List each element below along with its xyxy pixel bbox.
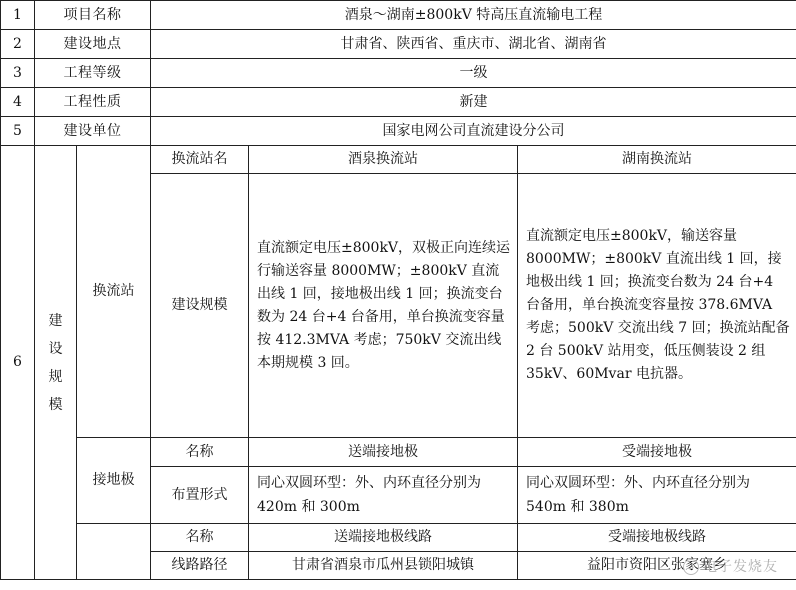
line-label-cell bbox=[77, 524, 151, 580]
ground-label: 接地极 bbox=[77, 438, 151, 524]
line-name-label: 名称 bbox=[151, 524, 249, 552]
line-recv-name: 受端接地极线路 bbox=[518, 524, 796, 552]
row-number: 4 bbox=[1, 88, 35, 117]
station-b-description: 直流额定电压±800kV，输送容量 8000MW；±800kV 直流出线 1 回，接地极出线 1 回；换流变台数为 24 台+4 台备用，单台换流变容量按 378.6MVA 考虑；500kV 交流出线 7 回；换流站配备 2 台 500kV 站用变，低压侧装设 2 组 35kV、60Mvar 电抗器。 bbox=[518, 174, 796, 438]
layout-b: 同心双圆环型：外、内环直径分别为 540m 和 380m bbox=[518, 467, 796, 524]
row-label: 工程等级 bbox=[35, 59, 151, 88]
row-label: 建设单位 bbox=[35, 117, 151, 146]
row-label: 工程性质 bbox=[35, 88, 151, 117]
section-label-text: 建设规模 bbox=[48, 312, 63, 413]
row-number: 1 bbox=[1, 1, 35, 30]
layout-a: 同心双圆环型：外、内环直径分别为 420m 和 300m bbox=[249, 467, 518, 524]
table-row bbox=[1, 117, 796, 146]
row-value: 甘肃省、陕西省、重庆市、湖北省、湖南省 bbox=[151, 30, 796, 59]
table-row bbox=[1, 146, 796, 174]
layout-label: 布置形式 bbox=[151, 467, 249, 524]
row-value: 国家电网公司直流建设分公司 bbox=[151, 117, 796, 146]
row-label: 项目名称 bbox=[35, 1, 151, 30]
table-row bbox=[1, 524, 796, 552]
row-number: 2 bbox=[1, 30, 35, 59]
row-value: 酒泉～湖南±800kV 特高压直流输电工程 bbox=[151, 1, 796, 30]
row-number: 3 bbox=[1, 59, 35, 88]
scale-label: 建设规模 bbox=[151, 174, 249, 438]
ground-send-name: 送端接地极 bbox=[249, 438, 518, 467]
row-value: 一级 bbox=[151, 59, 796, 88]
table-row bbox=[1, 59, 796, 88]
line-send-name: 送端接地极线路 bbox=[249, 524, 518, 552]
table-row bbox=[1, 438, 796, 467]
ground-name-label: 名称 bbox=[151, 438, 249, 467]
route-a: 甘肃省酒泉市瓜州县锁阳城镇 bbox=[249, 552, 518, 580]
station-a-name: 酒泉换流站 bbox=[249, 146, 518, 174]
table-row bbox=[1, 30, 796, 59]
row-value: 新建 bbox=[151, 88, 796, 117]
watermark bbox=[683, 556, 778, 576]
table-row bbox=[1, 1, 796, 30]
row-number: 5 bbox=[1, 117, 35, 146]
converter-label: 换流站 bbox=[77, 146, 151, 438]
row-number: 6 bbox=[1, 146, 35, 580]
ground-recv-name: 受端接地极 bbox=[518, 438, 796, 467]
row-label: 建设地点 bbox=[35, 30, 151, 59]
watermark-logo-icon bbox=[683, 559, 699, 575]
station-name-header: 换流站名 bbox=[151, 146, 249, 174]
route-label: 线路路径 bbox=[151, 552, 249, 580]
watermark-text: 电子发烧友 bbox=[703, 559, 778, 575]
route-b: 益阳市资阳区张家塞乡 bbox=[518, 552, 796, 580]
station-a-description: 直流额定电压±800kV，双极正向连续运行输送容量 8000MW；±800kV 直流出线 1 回，接地极出线 1 回；换流变台数为 24 台+4 台备用，单台换流变容量按 412.3MVA 考虑；750kV 交流出线本期规模 3 回。 bbox=[249, 174, 518, 438]
section-label bbox=[35, 146, 77, 580]
station-b-name: 湖南换流站 bbox=[518, 146, 796, 174]
table-row bbox=[1, 88, 796, 117]
